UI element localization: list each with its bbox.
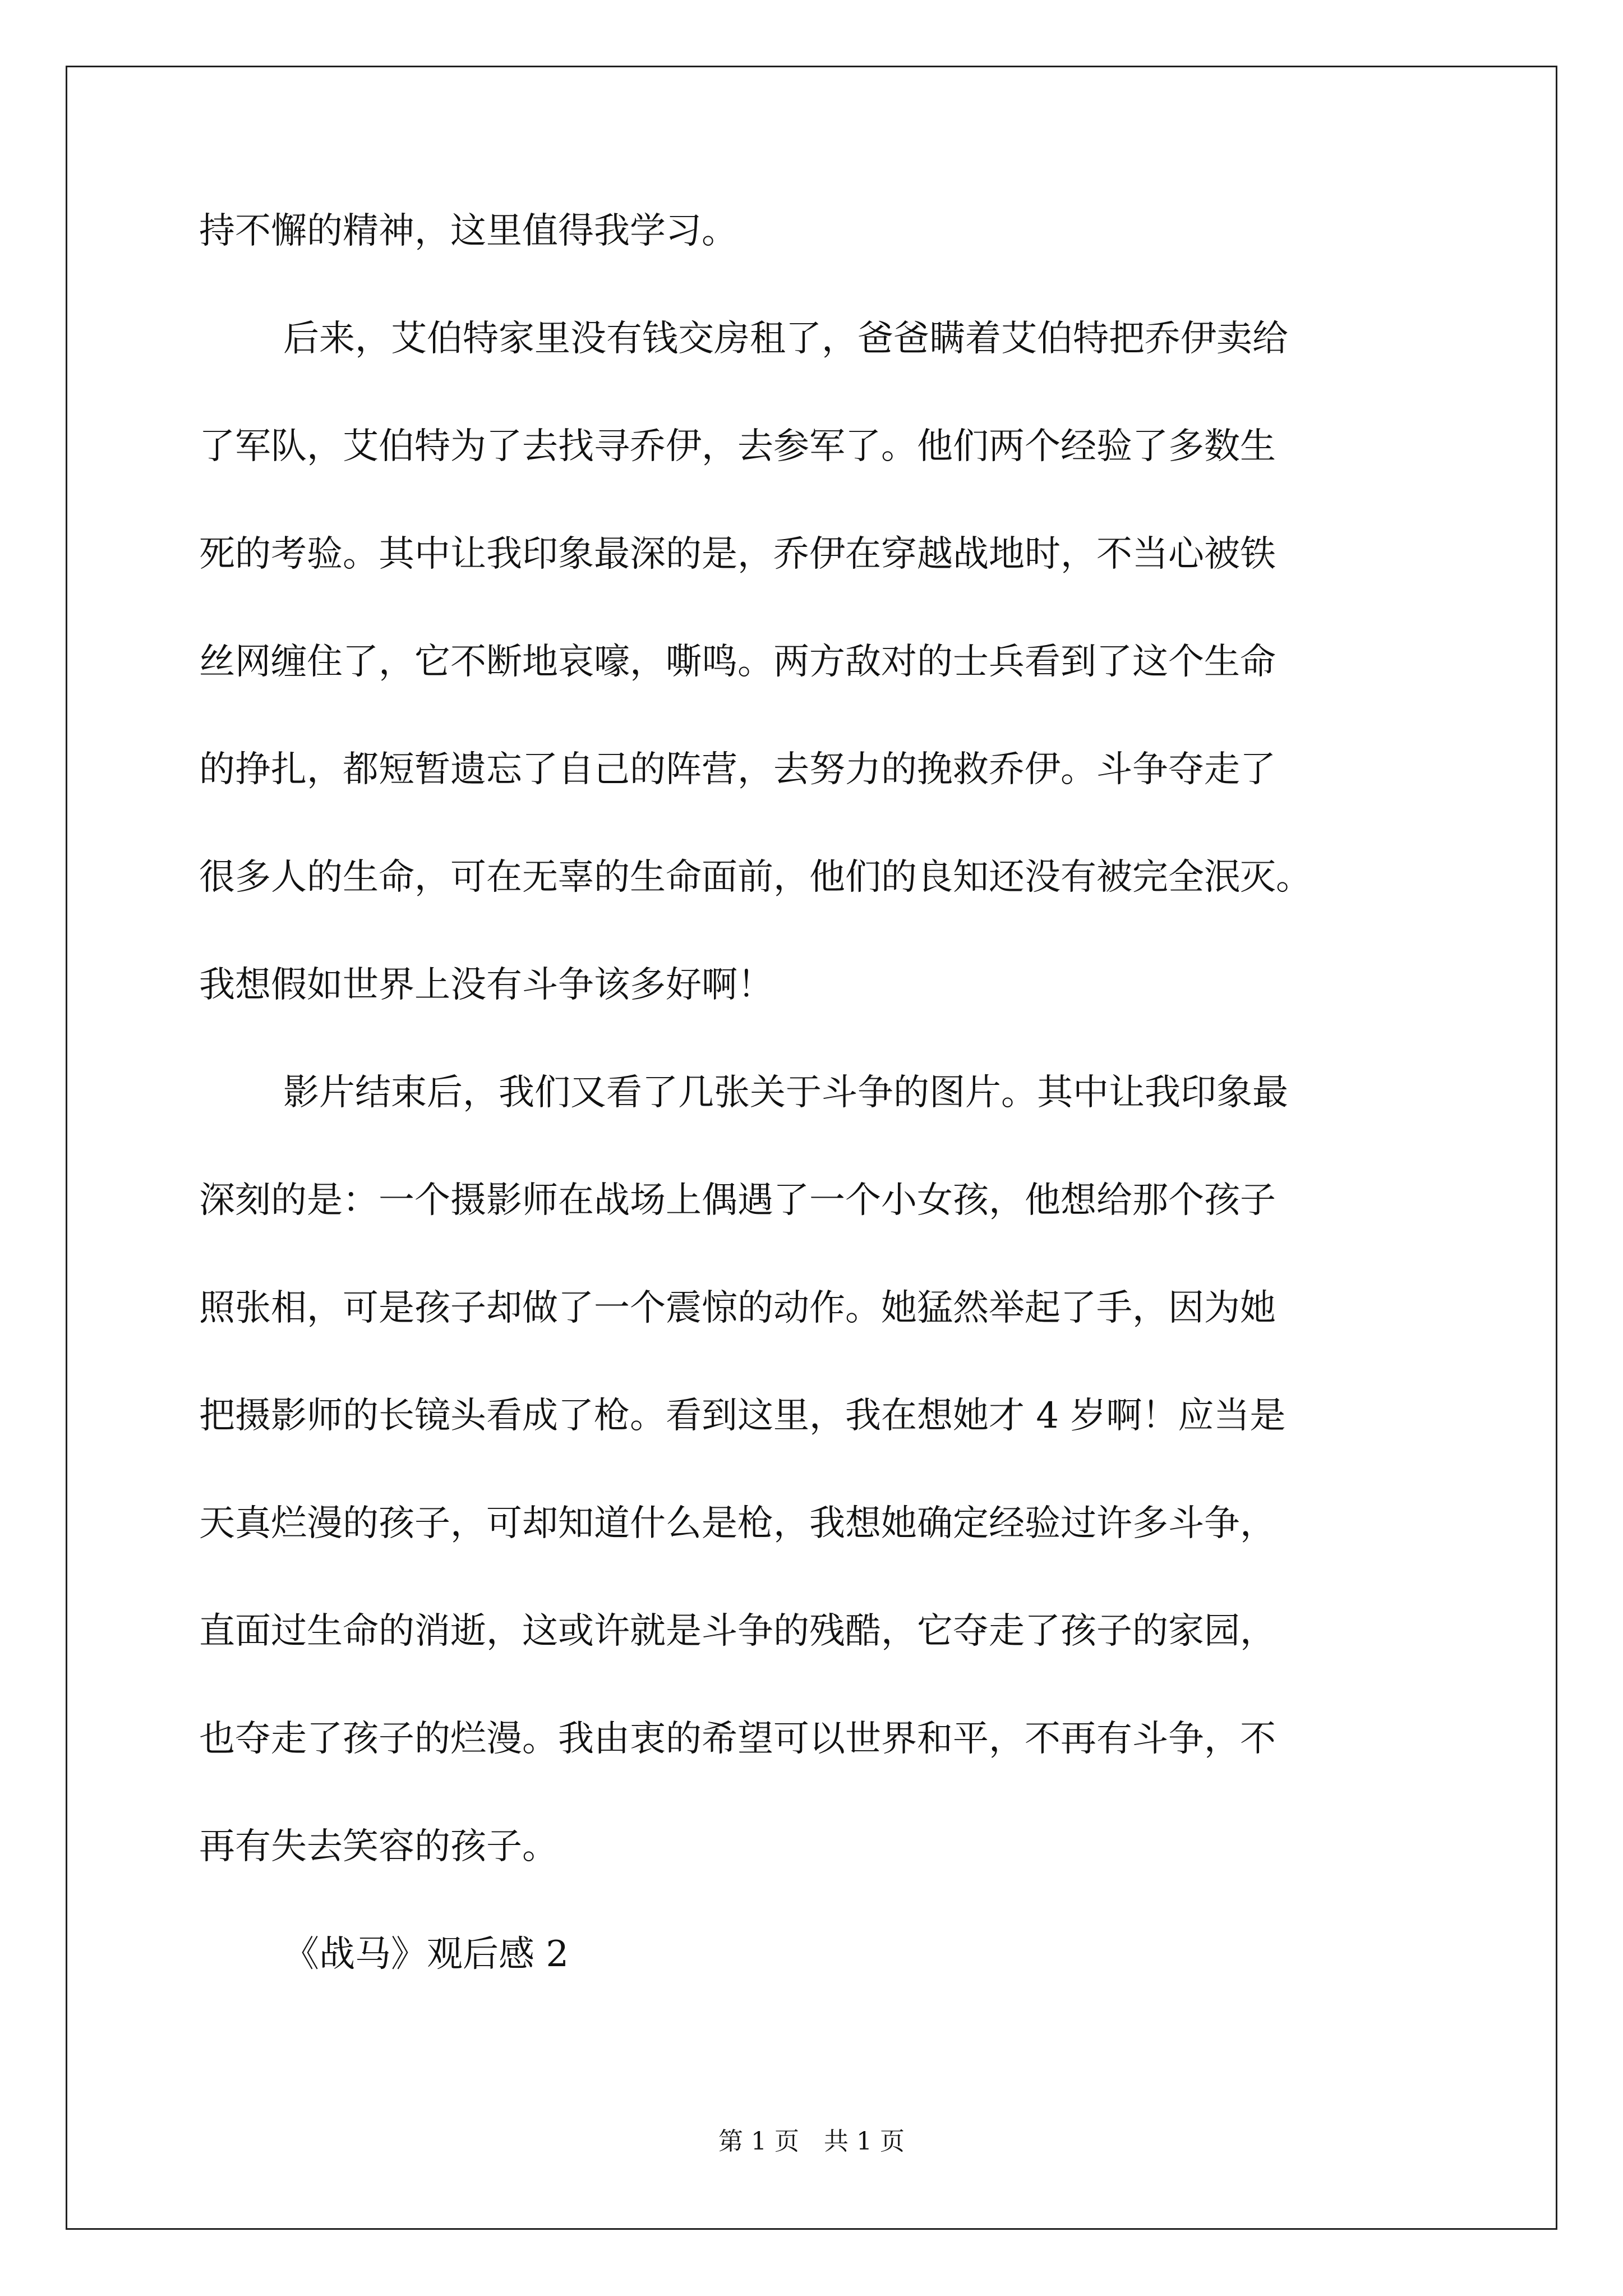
- text-line: 了军队，艾伯特为了去找寻乔伊，去参军了。他们两个经验了多数生: [199, 426, 1276, 467]
- text-line: 照张相，可是孩子却做了一个震惊的动作。她猛然举起了手，因为她: [199, 1287, 1276, 1329]
- text-line: 丝网缠住了，它不断地哀嚎，嘶鸣。两方敌对的士兵看到了这个生命: [199, 641, 1276, 683]
- text-line: 后来，艾伯特家里没有钱交房租了，爸爸瞒着艾伯特把乔伊卖给: [283, 318, 1288, 360]
- text-line: 我想假如世界上没有斗争该多好啊！: [199, 964, 773, 1006]
- text-line: 直面过生命的消逝，这或许就是斗争的残酷，它夺走了孩子的家园，: [199, 1611, 1276, 1652]
- text-line: 死的考验。其中让我印象最深的是，乔伊在穿越战地时，不当心被铁: [199, 533, 1276, 575]
- text-line: 深刻的是：一个摄影师在战场上偶遇了一个小女孩，他想给那个孩子: [199, 1180, 1276, 1221]
- text-line: 再有失去笑容的孩子。: [199, 1826, 558, 1867]
- text-line: 影片结束后，我们又看了几张关于斗争的图片。其中让我印象最: [283, 1072, 1288, 1114]
- text-line: 的挣扎，都短暂遗忘了自己的阵营，去努力的挽救乔伊。斗争夺走了: [199, 749, 1276, 790]
- text-line: 把摄影师的长镜头看成了枪。看到这里，我在想她才 4 岁啊！应当是: [199, 1395, 1286, 1437]
- text-line: 持不懈的精神，这里值得我学习。: [199, 210, 737, 252]
- text-line: 很多人的生命，可在无辜的生命面前，他们的良知还没有被完全泯灭。: [199, 857, 1312, 898]
- text-line: 天真烂漫的孩子，可却知道什么是枪，我想她确定经验过许多斗争，: [199, 1503, 1276, 1544]
- document-body: [199, 210, 1455, 2044]
- text-line: 也夺走了孩子的烂漫。我由衷的希望可以世界和平，不再有斗争，不: [199, 1718, 1276, 1760]
- page-footer: 第 1 页 共 1 页: [718, 2127, 905, 2156]
- section-heading: 《战马》观后感 2: [283, 1934, 569, 1975]
